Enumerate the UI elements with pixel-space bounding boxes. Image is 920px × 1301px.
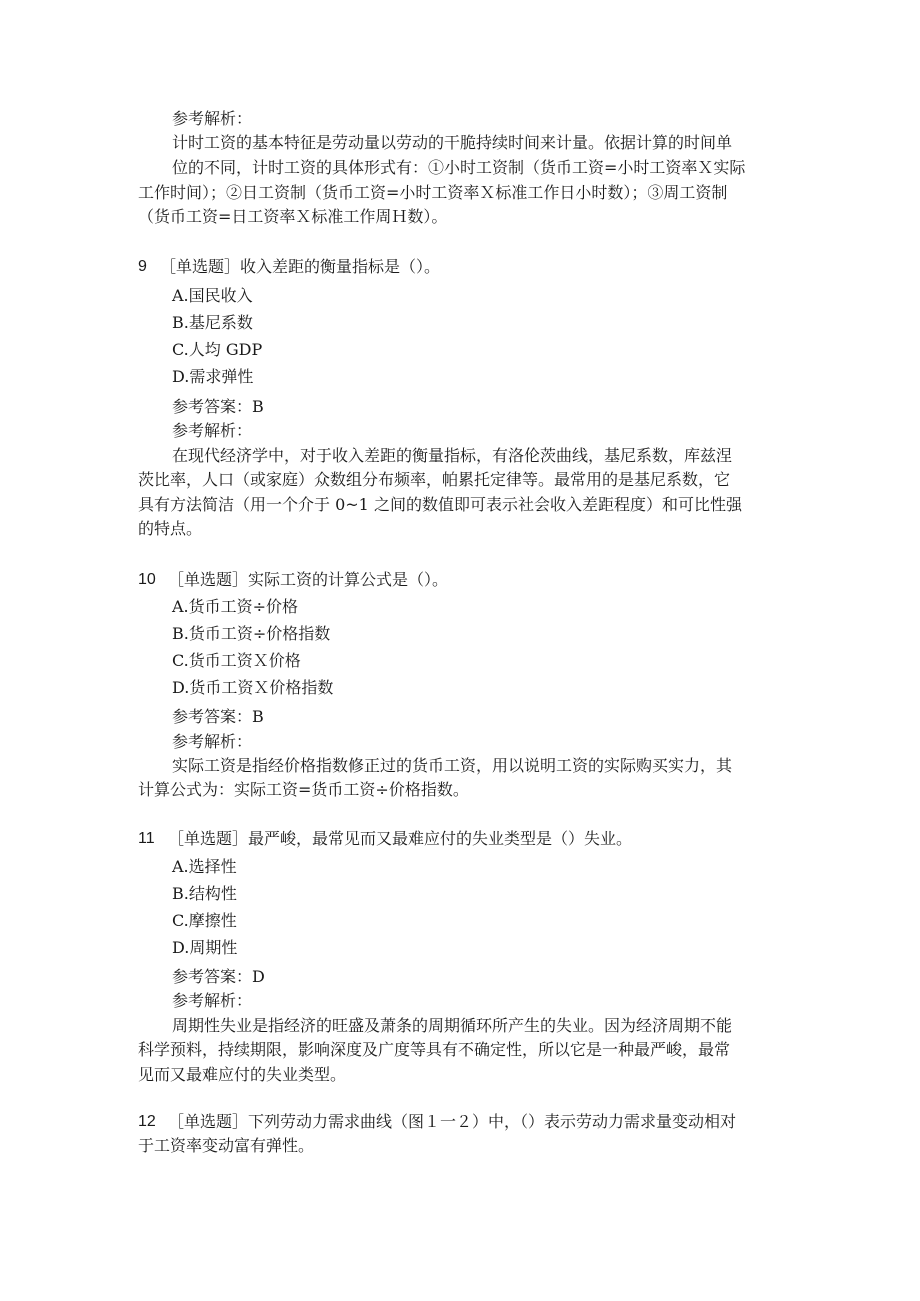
option-d: D.货币工资Ｘ价格指数 xyxy=(172,678,334,697)
question-number: 10 xyxy=(138,571,156,588)
question-number: 12 xyxy=(138,1113,156,1130)
answer: 参考答案：D xyxy=(172,967,265,986)
option-a: A.货币工资÷价格 xyxy=(172,597,299,616)
option-b: B.货币工资÷价格指数 xyxy=(172,624,331,643)
answer: 参考答案：B xyxy=(172,397,264,416)
analysis-label: 参考解析： xyxy=(172,991,253,1010)
option-a: A.国民收入 xyxy=(172,286,253,305)
analysis-line: 的特点。 xyxy=(138,519,203,538)
option-d: D.周期性 xyxy=(172,938,238,957)
analysis-label: 参考解析： xyxy=(172,732,253,751)
analysis-label: 参考解析： xyxy=(172,421,253,440)
question-stem: ［单选题］收入差距的衡量指标是（）。 xyxy=(160,257,441,276)
prev-analysis-line: （货币工资=日工资率Ｘ标准工作周Ｈ数）。 xyxy=(138,207,448,226)
prev-analysis-line: 计时工资的基本特征是劳动量以劳动的干脆持续时间来计量。依据计算的时间单 xyxy=(172,133,733,152)
option-d: D.需求弹性 xyxy=(172,367,254,386)
option-c: C.货币工资Ｘ价格 xyxy=(172,651,301,670)
question-stem: ［单选题］最严峻，最常见而又最难应付的失业类型是（）失业。 xyxy=(168,829,633,848)
answer: 参考答案：B xyxy=(172,707,264,726)
analysis-line: 周期性失业是指经济的旺盛及萧条的周期循环所产生的失业。因为经济周期不能 xyxy=(172,1016,733,1035)
prev-analysis-line: 工作时间）；②日工资制（货币工资=小时工资率Ｘ标准工作日小时数）；③周工资制 xyxy=(138,183,728,202)
analysis-line: 计算公式为：实际工资=货币工资÷价格指数。 xyxy=(138,780,469,799)
analysis-line: 科学预料，持续期限，影响深度及广度等具有不确定性，所以它是一种最严峻，最常 xyxy=(138,1040,731,1059)
question-stem: ［单选题］下列劳动力需求曲线（图１一２）中，（）表示劳动力需求量变动相对 xyxy=(168,1112,737,1131)
option-a: A.选择性 xyxy=(172,857,237,876)
prev-analysis-line: 位的不同，计时工资的具体形式有：①小时工资制（货币工资=小时工资率Ｘ实际 xyxy=(172,158,746,177)
analysis-line: 在现代经济学中，对于收入差距的衡量指标，有洛伦茨曲线，基尼系数，库兹涅 xyxy=(172,446,733,465)
question-stem: ［单选题］实际工资的计算公式是（）。 xyxy=(168,570,449,589)
analysis-line: 见而又最难应付的失业类型。 xyxy=(138,1065,347,1084)
question-number: 11 xyxy=(138,830,155,847)
analysis-line: 实际工资是指经价格指数修正过的货币工资，用以说明工资的实际购买实力，其 xyxy=(172,756,733,775)
question-number: 9 xyxy=(138,258,147,275)
question-stem-cont: 于工资率变动富有弹性。 xyxy=(138,1136,315,1155)
option-c: C.摩擦性 xyxy=(172,911,237,930)
option-b: B.基尼系数 xyxy=(172,313,253,332)
option-b: B.结构性 xyxy=(172,884,237,903)
option-c: C.人均 GDP xyxy=(172,340,263,359)
analysis-line: 具有方法简洁（用一个介于 0~1 之间的数值即可表示社会收入差距程度）和可比性强 xyxy=(138,495,742,514)
analysis-line: 茨比率，人口（或家庭）众数组分布频率，帕累托定律等。最常用的是基尼系数，它 xyxy=(138,470,731,489)
prev-analysis-label: 参考解析： xyxy=(172,109,253,128)
